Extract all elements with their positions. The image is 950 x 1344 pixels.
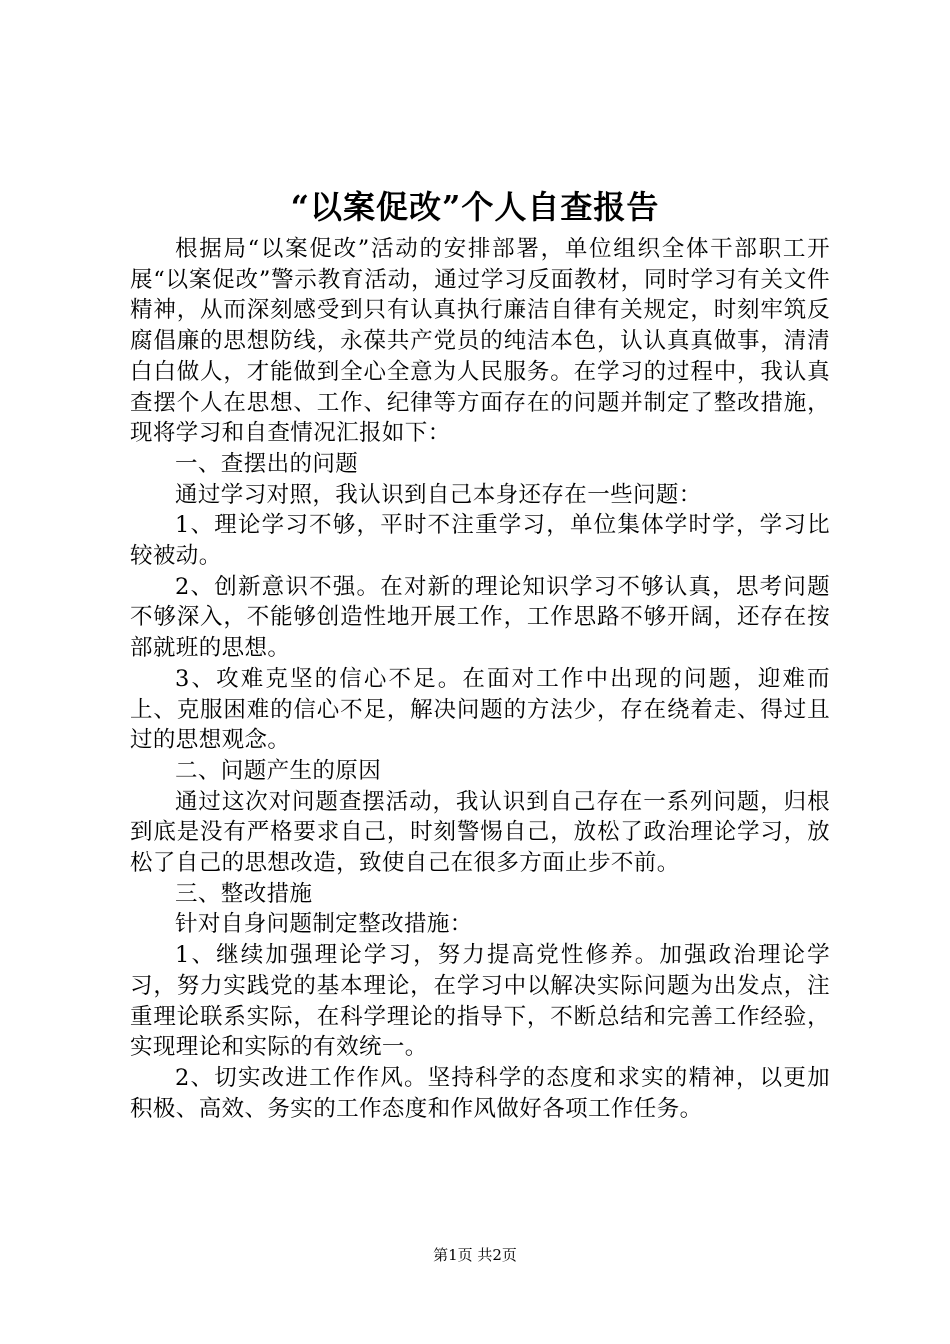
section-heading-problems: 一、查摆出的问题 — [175, 450, 359, 477]
section-heading-measures: 三、整改措施 — [175, 880, 313, 907]
section-heading-causes: 二、问题产生的原因 — [175, 757, 382, 784]
page-title: “以案促改”个人自查报告 — [290, 188, 660, 226]
paragraph-intro: 根据局“以案促改”活动的安排部署，单位组织全体干部职工开展“以案促改”警示教育活动，通过学习反面教材，同时学习有关文件精神，从而深刻感受到只有认真执行廉洁自律有关规定，时刻牢筑反腐倡廉的思想防线，永葆共产党员的纯洁本色，认认真真做事，清清白白做人，才能做到全心全意为人民服务。在学习的过程中，我认真查摆个人在思想、工作、纪律等方面存在的问题并制定了整改措施，现将学习和自查情况汇报如下： — [130, 236, 830, 447]
list-item: 2、创新意识不强。在对新的理论知识学习不够认真，思考问题不够深入，不能够创造性地开展工作，工作思路不够开阔，还存在按部就班的思想。 — [130, 573, 830, 662]
paragraph: 针对自身问题制定整改措施： — [175, 911, 473, 938]
list-item: 1、理论学习不够，平时不注重学习，单位集体学时学，学习比较被动。 — [130, 512, 830, 570]
document-body — [130, 234, 830, 1124]
paragraph: 通过学习对照，我认识到自己本身还存在一些问题： — [175, 481, 702, 508]
page-footer: 第1页 共2页 — [433, 1246, 517, 1264]
paragraph: 通过这次对问题查摆活动，我认识到自己存在一系列问题，归根到底是没有严格要求自己，时刻警惕自己，放松了政治理论学习，放松了自己的思想改造，致使自己在很多方面止步不前。 — [130, 788, 830, 877]
list-item: 1、继续加强理论学习，努力提高党性修养。加强政治理论学习，努力实践党的基本理论，在学习中以解决实际问题为出发点，注重理论联系实际，在科学理论的指导下，不断总结和完善工作经验，实现理论和实际的有效统一。 — [130, 942, 830, 1061]
list-item: 2、切实改进工作作风。坚持科学的态度和求实的精神，以更加积极、高效、务实的工作态度和作风做好各项工作任务。 — [130, 1064, 830, 1122]
list-item: 3、攻难克坚的信心不足。在面对工作中出现的问题，迎难而上、克服困难的信心不足，解决问题的方法少，存在绕着走、得过且过的思想观念。 — [130, 665, 830, 754]
